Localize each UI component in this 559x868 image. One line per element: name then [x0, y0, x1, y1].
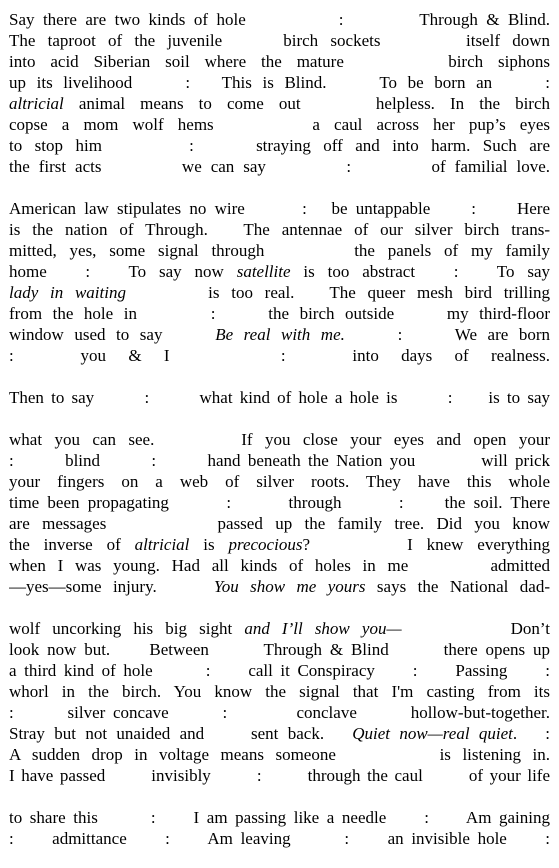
line-text: from the hole in : the birch outside my third-floor: [9, 304, 550, 323]
line-text: . :: [512, 724, 550, 743]
poem-line: [9, 30, 550, 51]
line-text: Then to say : what kind of hole a hole is : is to say: [9, 388, 550, 407]
poem-line: [9, 72, 550, 93]
poem-line: [9, 156, 550, 177]
line-text: to share this : I am passing like a needle : Am gaining: [9, 808, 550, 827]
line-text: copse a mom wolf hems a caul across her pup’s eyes: [9, 115, 550, 134]
line-text: to stop him : straying off and into harm. Such are: [9, 136, 550, 155]
line-text: Say there are two kinds of hole : Through & Blind.: [9, 10, 550, 29]
line-text: window used to say: [9, 325, 216, 344]
line-text: is too abstract : To say: [290, 262, 550, 281]
poem-line: [9, 618, 550, 639]
line-text: American law stipulates no wire : be untappable : Here: [9, 199, 550, 218]
poem-line: [9, 114, 550, 135]
line-text: is the nation of Through. The antennae of our silver birch trans-: [9, 220, 550, 239]
poem-line: [9, 723, 550, 744]
poem-line: [9, 261, 550, 282]
poem-line: [9, 492, 550, 513]
poem-line: [9, 828, 550, 849]
poem-line: [9, 135, 550, 156]
line-text: : admittance : Am leaving : an invisible hole :: [9, 829, 550, 848]
poem-line: [9, 555, 550, 576]
poem-line: [9, 324, 550, 345]
line-text: is: [189, 535, 229, 554]
line-text: when I was young. Had all kinds of holes in me admitted: [9, 556, 550, 575]
italic-phrase: Be real with me.: [215, 325, 345, 344]
poem-line: [9, 387, 550, 408]
poem-line: [9, 240, 550, 261]
poem-line: [9, 93, 550, 114]
poem-line: [9, 303, 550, 324]
italic-phrase: altricial: [9, 94, 64, 113]
line-text: Don’t: [401, 619, 550, 638]
poem-line: [9, 513, 550, 534]
line-text: : you & I : into days of realness.: [9, 346, 550, 365]
italic-phrase: lady in waiting: [9, 283, 126, 302]
poem-line: [9, 534, 550, 555]
line-text: —yes—some injury.: [9, 577, 214, 596]
poem-line: [9, 429, 550, 450]
line-text: A sudden drop in voltage means someone is listening in.: [9, 745, 550, 764]
line-text: I have passed invisibly : through the caul of your life: [9, 766, 550, 785]
line-text: ? I knew everything: [302, 535, 550, 554]
line-text: a third kind of hole : call it Conspiracy : Passing :: [9, 661, 550, 680]
italic-phrase: and I’ll show you—: [244, 619, 402, 638]
poem-line: [9, 744, 550, 765]
line-text: the inverse of: [9, 535, 135, 554]
poem-line: [9, 9, 550, 30]
line-text: whorl in the birch. You know the signal that I'm casting from its: [9, 682, 550, 701]
line-text: what you can see. If you close your eyes and open your: [9, 430, 550, 449]
poem-line: [9, 576, 550, 597]
italic-phrase: You show me yours: [213, 577, 366, 596]
line-text: your fingers on a web of silver roots. They have this whole: [9, 472, 550, 491]
poem-line: [9, 660, 550, 681]
poem-line: [9, 282, 550, 303]
line-text: : We are born: [344, 325, 550, 344]
line-text: time been propagating : through : the soil. There: [9, 493, 550, 512]
line-text: is too real. The queer mesh bird trilling: [125, 283, 550, 302]
line-text: are messages passed up the family tree. Did you know: [9, 514, 550, 533]
poem-line: [9, 51, 550, 72]
line-text: mitted, yes, some signal through the panels of my family: [9, 241, 550, 260]
poem-line: [9, 450, 550, 471]
line-text: into acid Siberian soil where the mature birch siphons: [9, 52, 550, 71]
italic-phrase: satellite: [236, 262, 291, 281]
line-text: Stray but not unaided and sent back.: [9, 724, 353, 743]
line-text: the first acts we can say : of familial love.: [9, 157, 550, 176]
poem-line: [9, 219, 550, 240]
line-text: The taproot of the juvenile birch sockets itself down: [9, 31, 550, 50]
italic-phrase: altricial: [134, 535, 190, 554]
line-text: up its livelihood : This is Blind. To be born an :: [9, 73, 550, 92]
poem-line: [9, 198, 550, 219]
poem-line: [9, 807, 550, 828]
italic-phrase: precocious: [228, 535, 303, 554]
poem-line: [9, 681, 550, 702]
line-text: look now but. Between Through & Blind there opens up: [9, 640, 550, 659]
poem-line: [9, 471, 550, 492]
poem-line: [9, 639, 550, 660]
line-text: home : To say now: [9, 262, 237, 281]
line-text: : blind : hand beneath the Nation you will prick: [9, 451, 550, 470]
line-text: : silver concave : conclave hollow-but-together.: [9, 703, 550, 722]
italic-phrase: Quiet now—real quiet: [352, 724, 513, 743]
poem-line: [9, 765, 550, 786]
line-text: animal means to come out helpless. In the birch: [63, 94, 550, 113]
line-text: wolf uncorking his big sight: [9, 619, 245, 638]
poem-line: [9, 345, 550, 366]
line-text: says the National dad-: [365, 577, 550, 596]
poem-line: [9, 702, 550, 723]
